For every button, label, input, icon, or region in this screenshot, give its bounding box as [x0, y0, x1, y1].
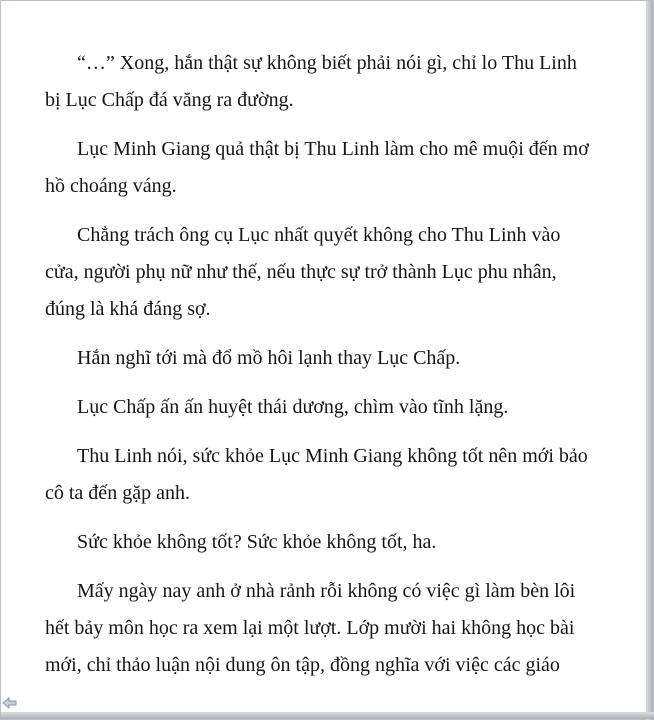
paragraph-line: hết bảy môn học ra xem lại một lượt. Lớp mười hai không học bài: [45, 617, 575, 639]
paragraph-line: Sức khỏe không tốt? Sức khỏe không tốt, ha.: [77, 531, 437, 553]
paragraph-line: Lục Chấp ấn ấn huyệt thái dương, chìm vào tĩnh lặng.: [77, 396, 509, 418]
paragraph-line: Mấy ngày nay anh ở nhà rảnh rỗi không có việc gì làm bèn lôi: [77, 580, 576, 602]
paragraph-line: Lục Minh Giang quả thật bị Thu Linh làm cho mê muội đến mơ: [77, 138, 589, 160]
paragraph-6: [45, 438, 602, 512]
page-right-shadow: [646, 1, 653, 720]
paragraph-line: đúng là khá đáng sợ.: [45, 298, 211, 320]
paragraph-1: [45, 45, 602, 119]
paragraph-8: [45, 573, 602, 684]
paragraph-3: [45, 217, 602, 328]
previous-page-arrow-icon[interactable]: [2, 697, 18, 709]
paragraph-line: cửa, người phụ nữ như thế, nếu thực sự trở thành Lục phu nhân,: [45, 261, 557, 283]
paragraph-line: bị Lục Chấp đá văng ra đường.: [45, 89, 294, 111]
paragraph-line: hồ choáng váng.: [45, 175, 177, 197]
paragraph-2: [45, 131, 602, 205]
paragraph-line: Thu Linh nói, sức khỏe Lục Minh Giang không tốt nên mới bảo: [77, 445, 588, 467]
paragraph-line: mới, chỉ thảo luận nội dung ôn tập, đồng nghĩa với việc các giáo: [45, 654, 560, 676]
document-page: [1, 1, 647, 713]
paragraph-line: cô ta đến gặp anh.: [45, 482, 190, 504]
paragraph-7: [77, 524, 602, 561]
paragraph-line: Chẳng trách ông cụ Lục nhất quyết không cho Thu Linh vào: [77, 224, 561, 246]
page-bottom-shadow: [1, 712, 654, 719]
paragraph-line: “…” Xong, hắn thật sự không biết phải nói gì, chỉ lo Thu Linh: [77, 52, 577, 74]
paragraph-4: [77, 340, 602, 377]
paragraph-5: [77, 389, 602, 426]
paragraph-line: Hắn nghĩ tới mà đổ mồ hôi lạnh thay Lục Chấp.: [77, 347, 461, 369]
